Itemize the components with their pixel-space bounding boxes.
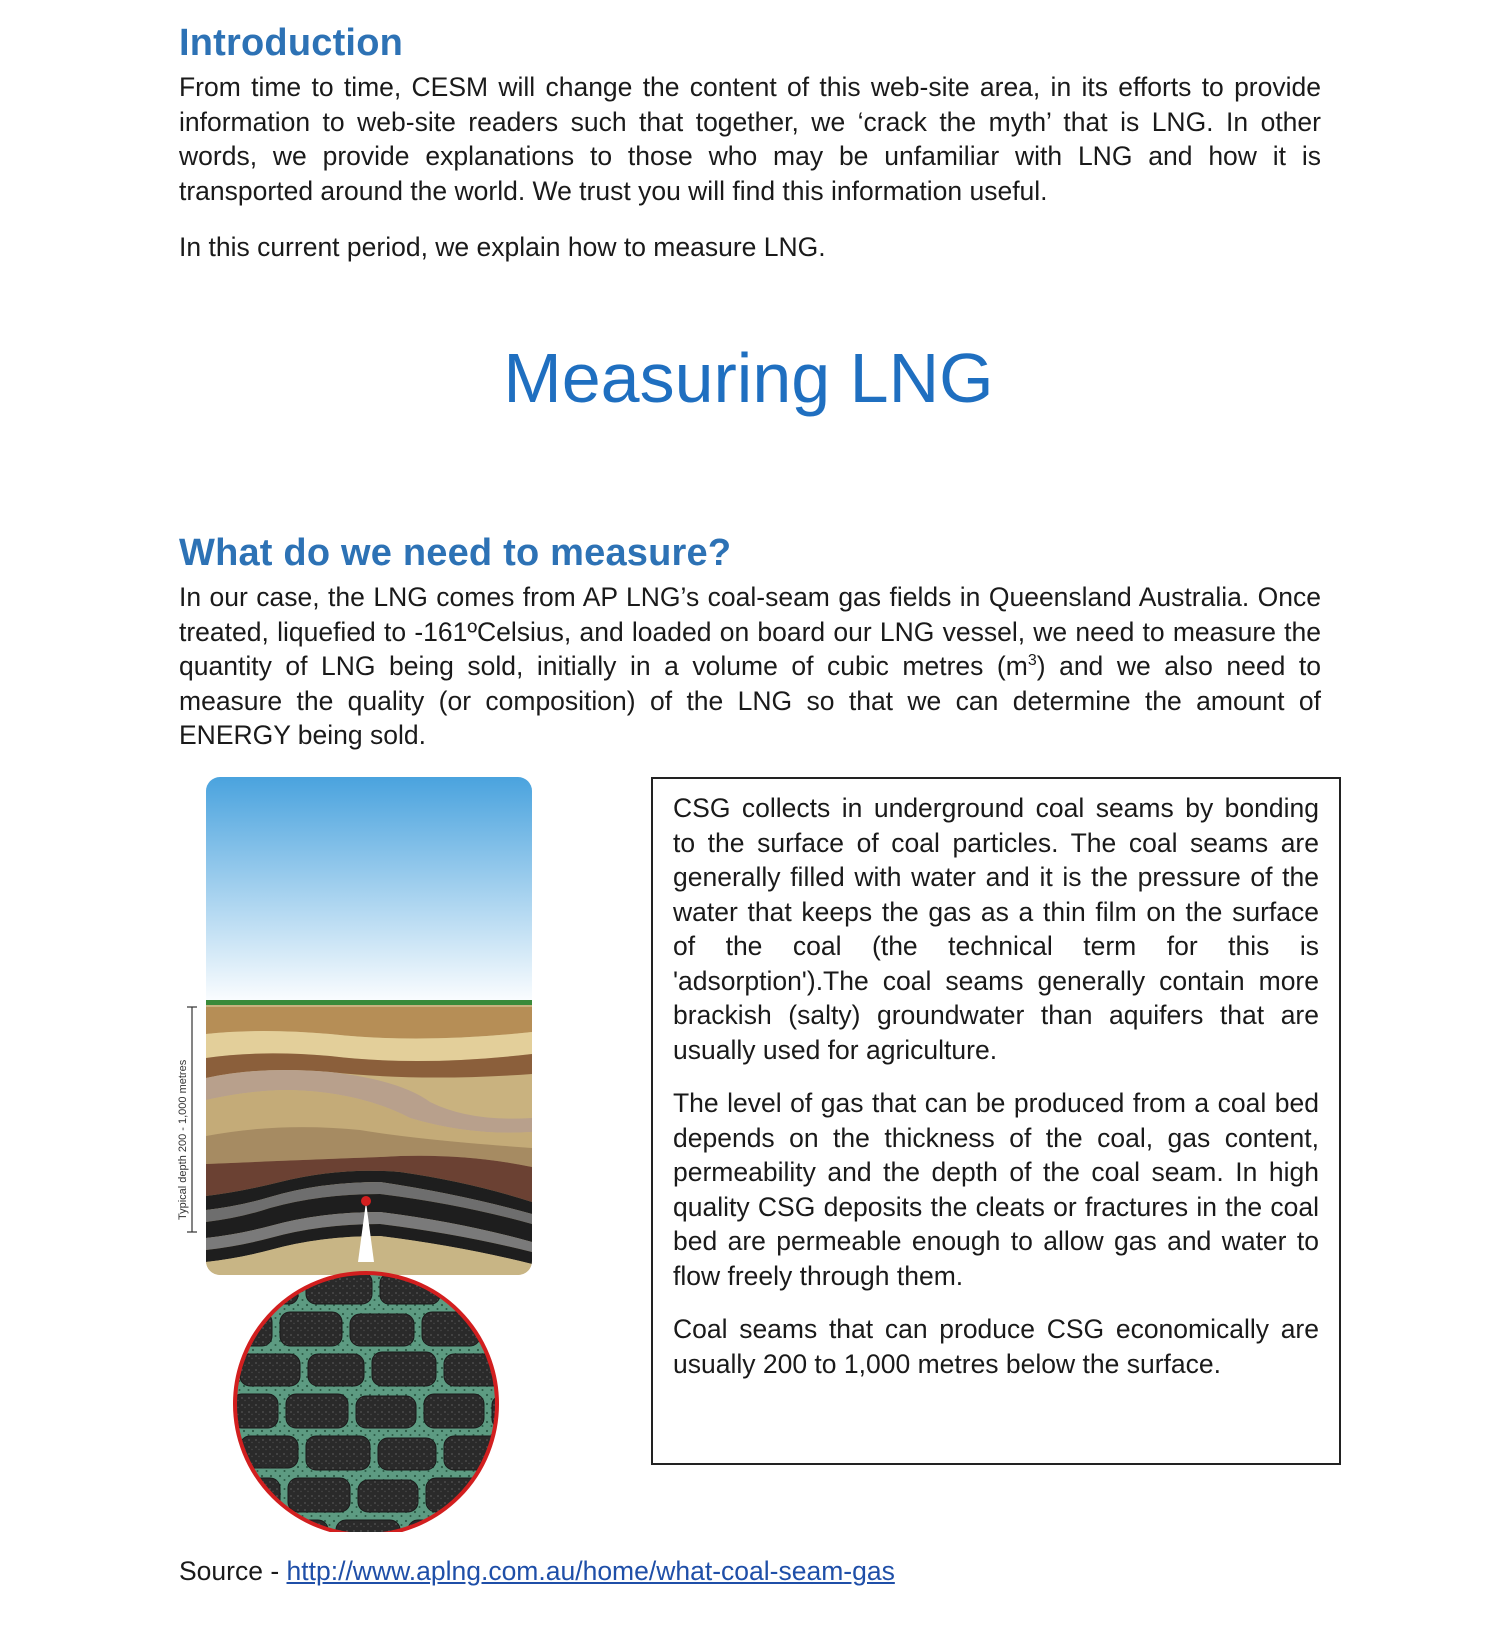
magnified-coal-view	[230, 1267, 522, 1532]
box-paragraph-2: The level of gas that can be produced from a coal bed depends on the thickness of the coal, gas content, permeability and the depth of the coal seam. In high quality CSG deposits the cleats or fractures in the coal bed are permeable enough to allow gas and water to flow freely through them.	[673, 1088, 1319, 1291]
grass-line	[206, 1000, 532, 1005]
section-paragraph	[179, 580, 1321, 753]
section-paragraph-text-2: ) and we also need to measure the quality (or composition) of the LNG so that we can determine the amount of ENERGY being sold.	[179, 651, 1321, 751]
source-link[interactable]: http://www.aplng.com.au/home/what-coal-seam-gas	[286, 1556, 895, 1586]
box-paragraph-3: Coal seams that can produce CSG economically are usually 200 to 1,000 metres below the surface.	[673, 1314, 1319, 1379]
sky	[206, 777, 532, 1007]
page-title: Measuring LNG	[503, 339, 994, 417]
coal-seam-illustration	[170, 772, 550, 1532]
cubic-superscript: 3	[1027, 652, 1037, 670]
sample-point-marker	[361, 1196, 371, 1206]
csg-info-box	[651, 777, 1341, 1465]
box-paragraph-1: CSG collects in underground coal seams by bonding to the surface of coal particles. The coal seams are generally filled with water and it is the pressure of the water that keeps the gas as a thin film on the surface of the coal (the technical term for this is 'adsorption').The coal seams generally contain more brackish (salty) groundwater than aquifers that are usually used for agriculture.	[673, 793, 1319, 1065]
source-line	[179, 1556, 895, 1587]
section-paragraph-text-1: In our case, the LNG comes from AP LNG’s coal-seam gas fields in Queensland Australia. Once treated, liquefied to -161ºCelsius, and loaded on board our LNG vessel, we need to measure the quantity of LNG being sold, initially in a volume of cubic metres (m	[179, 582, 1321, 682]
intro-paragraph: From time to time, CESM will change the content of this web-site area, in its efforts to provide information to web-site readers such that together, we ‘crack the myth’ that is LNG. In other words, we provide explanations to those who may be unfamiliar with LNG and how it is transported around the world. We trust you will find this information useful.	[179, 72, 1321, 206]
depth-label: Typical depth 200 - 1,000 metres	[177, 1059, 189, 1220]
section-heading: What do we need to measure?	[179, 532, 732, 574]
intro-heading: Introduction	[179, 22, 404, 64]
source-label: Source -	[179, 1556, 287, 1586]
intro-period-paragraph: In this current period, we explain how to measure LNG.	[179, 232, 826, 262]
